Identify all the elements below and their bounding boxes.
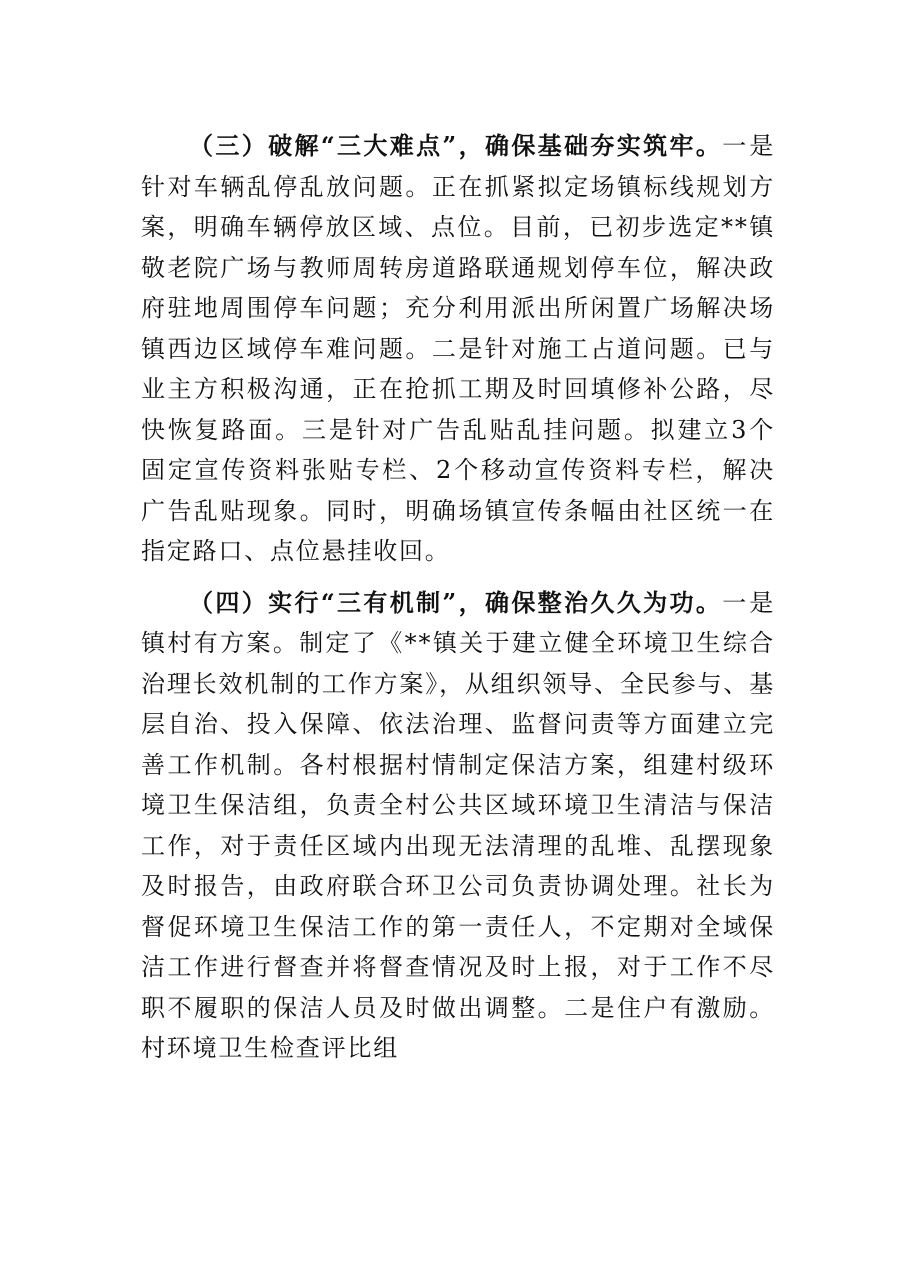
paragraph-text: 一是针对车辆乱停乱放问题。正在抓紧拟定场镇标线规划方案，明确车辆停放区域、点位。目前，已初步选定**镇敬老院广场与教师周转房道路联通规划停车位，解决政府驻地周围停车问题；充分利用派出所闲置广场解决场镇西边区域停车难问题。二是针对施工占道问题。已与业主方积极沟通，正在抢抓工期及时回填修补公路，尽快恢复路面。三是针对广告乱贴乱挂问题。拟建立3个固定宣传资料张贴专栏、2个移动宣传资料专栏，解决广告乱贴现象。同时，明确场镇宣传条幅由社区统一在指定路口、点位悬挂收回。 — [141, 132, 775, 565]
paragraph-text: 一是镇村有方案。制定了《**镇关于建立健全环境卫生综合治理长效机制的工作方案》，从组织领导、全民参与、基层自治、投入保障、依法治理、监督问责等方面建立完善工作机制。各村根据村情制定保洁方案，组建村级环境卫生保洁组，负责全村公共区域环境卫生清洁与保洁工作，对于责任区域内出现无法清理的乱堆、乱摆现象及时报告，由政府联合环卫公司负责协调处理。社长为督促环境卫生保洁工作的第一责任人，不定期对全域保洁工作进行督查并将督查情况及时上报，对于工作不尽职不履职的保洁人员及时做出调整。二是住户有激励。村环境卫生检查评比组 — [141, 588, 775, 1062]
paragraph-heading: （三）破解“三大难点”，确保基础夯实筑牢。 — [189, 131, 723, 160]
paragraph-four — [141, 583, 775, 1069]
paragraph-heading: （四）实行“三有机制”，确保整治久久为功。 — [189, 587, 723, 617]
paragraph-three — [141, 126, 775, 572]
document-body — [141, 126, 775, 1080]
